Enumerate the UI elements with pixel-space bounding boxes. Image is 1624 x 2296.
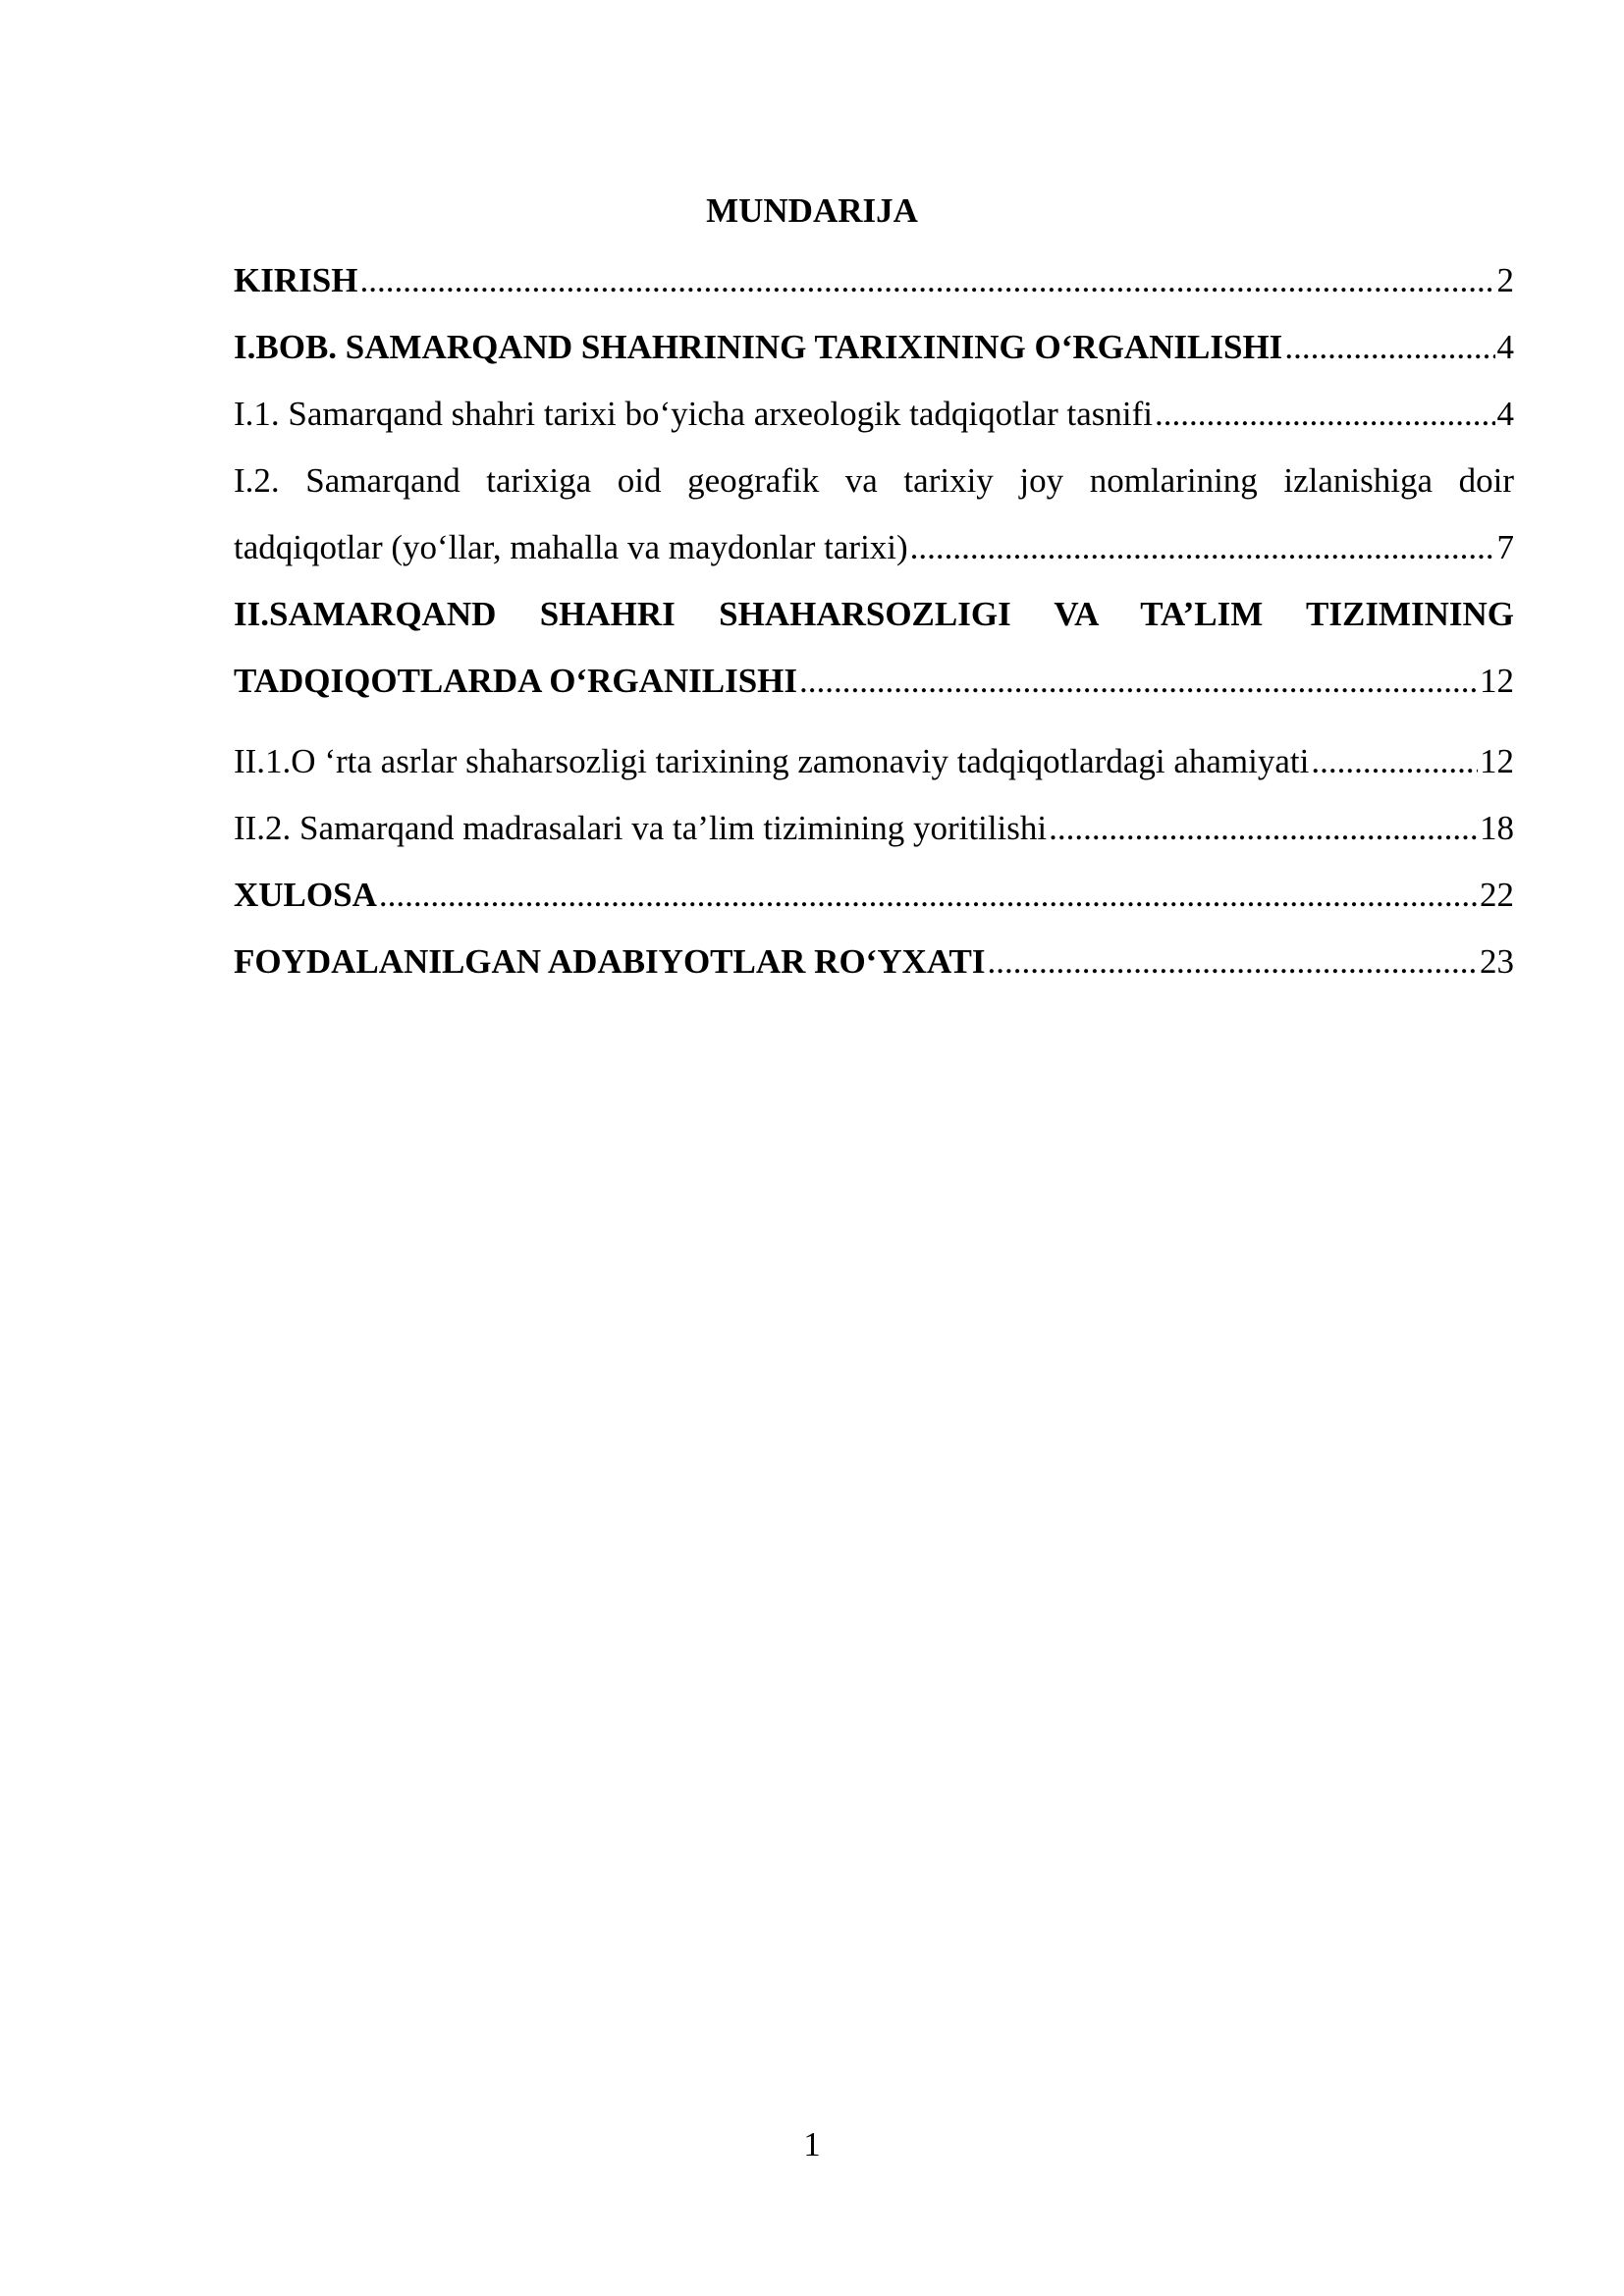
page-title: MUNDARIJA	[706, 191, 918, 230]
toc-entry-title: II.1.O ‘rta asrlar shaharsozligi tarixining zamonaviy tadqiqotlardagi ahamiyati	[234, 742, 1310, 780]
toc-entry-chapter-2[interactable]	[234, 581, 1514, 715]
toc-entry-title: KIRISH	[234, 261, 358, 299]
toc-entry-title: FOYDALANILGAN ADABIYOTLAR RO‘YXATI	[234, 942, 986, 981]
toc-entry-page: 7	[1496, 528, 1514, 566]
toc-entry-kirish[interactable]	[234, 247, 1514, 314]
dot-leader	[1155, 381, 1495, 448]
toc-entry-page: 18	[1480, 809, 1514, 847]
toc-entry-continuation	[234, 514, 1514, 581]
toc-entry-references[interactable]	[234, 929, 1514, 995]
dot-leader	[799, 648, 1478, 715]
toc-entry-section-2-1[interactable]	[234, 728, 1514, 795]
toc-entry-title: II.2. Samarqand madrasalari va ta’lim tizimining yoritilishi	[234, 809, 1048, 847]
toc-entry-title-line-1: I.2. Samarqand tarixiga oid geografik va tarixiy joy nomlarining izlanishiga doir	[234, 461, 1514, 500]
toc-entry-title: I.BOB. SAMARQAND SHAHRINING TARIXINING O‘RGANILISHI	[234, 328, 1283, 366]
dot-leader	[379, 862, 1478, 929]
toc-entry-page: 12	[1480, 742, 1514, 780]
dot-leader	[1284, 314, 1494, 381]
toc-entry-page: 2	[1496, 261, 1514, 299]
toc-entry-section-1-2[interactable]	[234, 448, 1514, 581]
toc-entry-page: 23	[1480, 942, 1514, 981]
toc-entry-page: 4	[1496, 395, 1514, 433]
toc-entry-title-line-1: II.SAMARQAND SHAHRI SHAHARSOZLIGI VA TA’LIM TIZIMINING	[234, 595, 1514, 633]
toc-entry-section-2-2[interactable]	[234, 795, 1514, 862]
toc-entry-xulosa[interactable]	[234, 862, 1514, 929]
toc-entry-title-line-2: TADQIQOTLARDA O‘RGANILISHI	[234, 662, 798, 700]
table-of-contents	[234, 247, 1514, 995]
toc-entry-page: 12	[1480, 662, 1514, 700]
toc-entry-page: 4	[1496, 328, 1514, 366]
toc-entry-title: I.1. Samarqand shahri tarixi bo‘yicha arxeologik tadqiqotlar tasnifi	[234, 395, 1153, 433]
dot-leader	[1311, 728, 1478, 795]
toc-entry-chapter-1[interactable]	[234, 314, 1514, 381]
dot-leader	[359, 247, 1494, 314]
page-number: 1	[803, 2125, 821, 2163]
toc-entry-continuation	[234, 648, 1514, 715]
dot-leader	[1049, 795, 1478, 862]
toc-entry-title-line-2: tadqiqotlar (yo‘llar, mahalla va maydonlar tarixi)	[234, 528, 908, 566]
dot-leader	[910, 514, 1495, 581]
toc-entry-page: 22	[1480, 876, 1514, 914]
toc-entry-title: XULOSA	[234, 876, 377, 914]
dot-leader	[988, 929, 1478, 995]
toc-entry-section-1-1[interactable]	[234, 381, 1514, 448]
